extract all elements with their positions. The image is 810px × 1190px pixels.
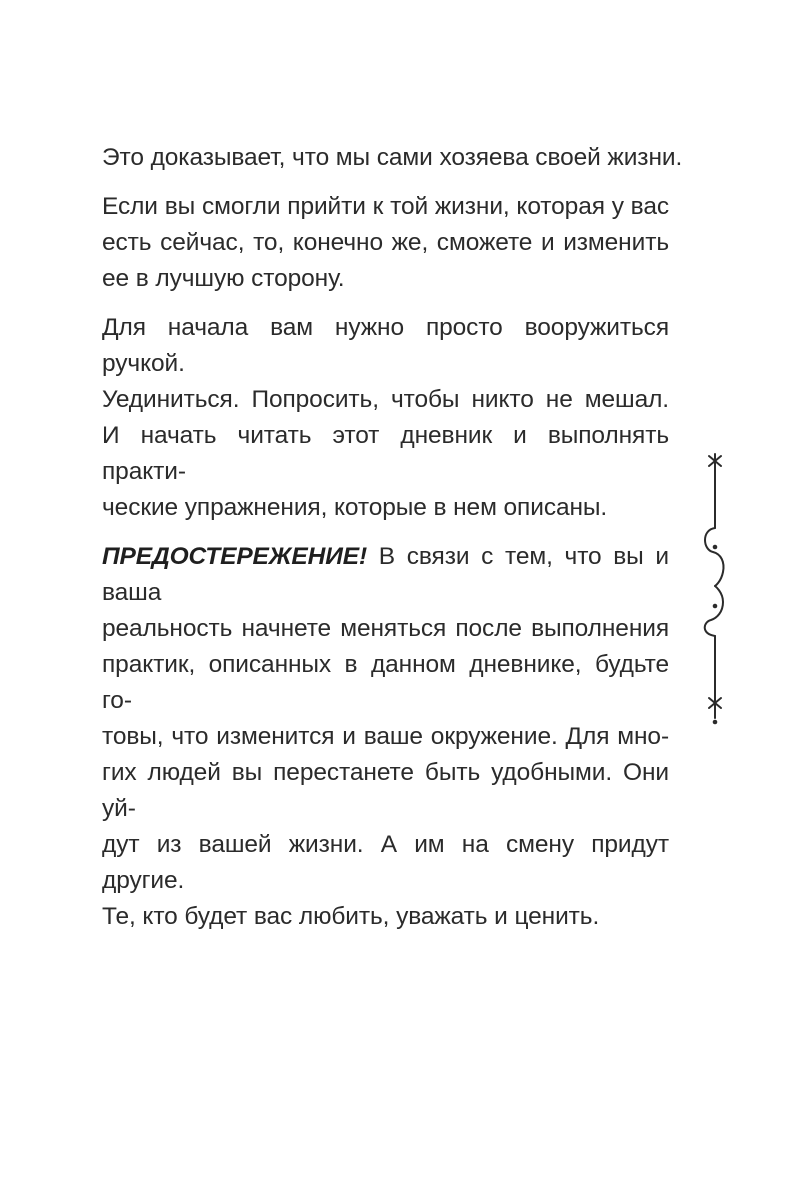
text-line: Те, кто будет вас любить, уважать и ценить. [102, 903, 600, 930]
text-line: дут из вашей жизни. А им на смену придут другие. [102, 831, 669, 894]
text-line: Для начала вам нужно просто вооружиться ручкой. [102, 314, 669, 377]
warning-label: ПРЕДОСТЕРЕЖЕНИЕ! [102, 543, 368, 570]
text-line: ее в лучшую сторону. [102, 265, 345, 292]
warning-first-line [102, 539, 669, 611]
text-line: Если вы смогли прийти к той жизни, которая у вас [102, 193, 669, 220]
page-text [102, 140, 683, 935]
text-line: И начать читать этот дневник и выполнять практи- [102, 422, 669, 485]
paragraph-gap [102, 526, 669, 539]
text-line: гих людей вы перестанете быть удобными. Они уй- [102, 759, 669, 822]
text-line: ческие упражнения, которые в нем описаны. [102, 494, 608, 521]
text-line: реальность начнете меняться после выполнения [102, 615, 669, 642]
text-line: практик, описанных в данном дневнике, будьте го- [102, 651, 669, 714]
paragraph-gap [102, 297, 669, 310]
text-line: товы, что изменится и ваше окружение. Для мно- [102, 723, 669, 750]
paragraph-2 [102, 189, 669, 297]
text-line: Это доказывает, что мы сами хозяева своей жизни. [102, 144, 683, 171]
text-line: Уединиться. Попросить, чтобы никто не мешал. [102, 386, 669, 413]
vertical-flourish-divider-icon [697, 446, 737, 728]
paragraph-3 [102, 310, 669, 526]
text-line: есть сейчас, то, конечно же, сможете и изменить [102, 229, 669, 256]
paragraph-warning [102, 539, 669, 935]
paragraph-1 [102, 140, 683, 176]
warning-first-line-rest: В связи с тем, что вы и ваша [102, 543, 669, 606]
paragraph-gap [102, 176, 669, 189]
